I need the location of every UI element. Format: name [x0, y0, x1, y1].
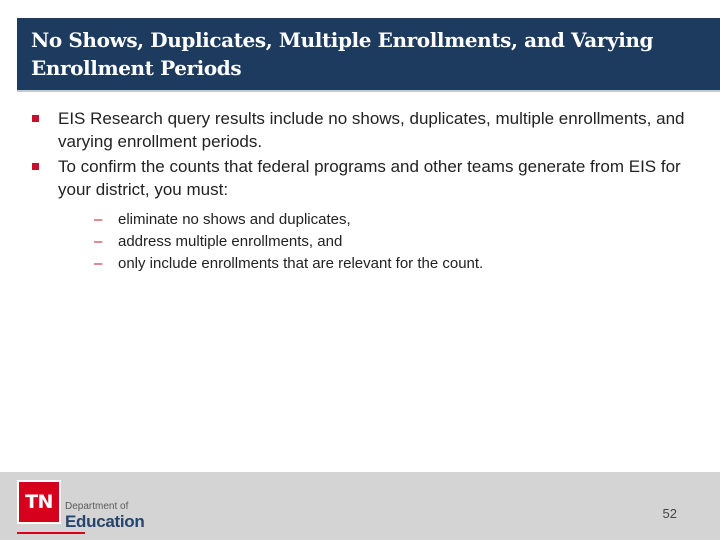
page-number: 52 — [662, 506, 677, 521]
logo-wordmark — [65, 480, 144, 531]
sub-bullet-text: address multiple enrollments, and — [118, 233, 343, 250]
sub-bullet-item — [94, 231, 690, 253]
slide-title: No Shows, Duplicates, Multiple Enrollments, and Varying Enrollment Periods — [31, 28, 654, 80]
square-bullet-icon — [32, 115, 39, 122]
logo-education-text: Education — [65, 512, 145, 531]
bullet-item — [30, 107, 690, 153]
sub-bullet-item — [94, 209, 690, 231]
slide-footer — [0, 472, 720, 540]
bullet-list — [30, 107, 690, 275]
sub-bullet-text: eliminate no shows and duplicates, — [118, 211, 351, 228]
logo-box-text: TN — [25, 491, 53, 513]
dash-bullet-icon: – — [94, 211, 103, 228]
square-bullet-icon — [32, 163, 39, 170]
logo-underline — [17, 532, 85, 534]
tn-education-logo — [17, 480, 144, 532]
title-bar — [17, 18, 720, 90]
sub-bullet-list — [58, 209, 690, 275]
title-divider — [17, 90, 720, 92]
bullet-text: EIS Research query results include no shows, duplicates, multiple enrollments, and varying enrollment periods. — [58, 109, 685, 151]
slide-content — [30, 107, 690, 277]
bullet-item — [30, 155, 690, 275]
bullet-text: To confirm the counts that federal programs and other teams generate from EIS for your district, you must: — [58, 157, 681, 199]
dash-bullet-icon: – — [94, 233, 103, 250]
dash-bullet-icon: – — [94, 255, 103, 272]
sub-bullet-item — [94, 253, 690, 275]
tn-logo-icon — [17, 480, 61, 524]
logo-department-text: Department of — [65, 501, 129, 512]
sub-bullet-text: only include enrollments that are relevant for the count. — [118, 255, 484, 272]
